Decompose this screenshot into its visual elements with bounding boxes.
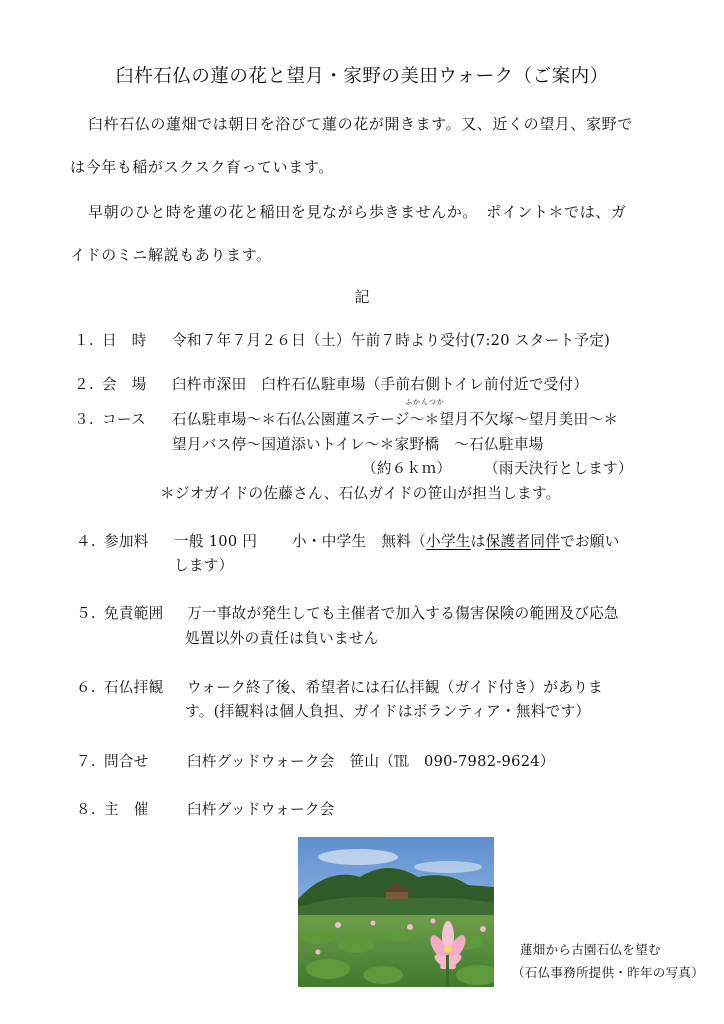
item-label: 石仏拝観	[104, 679, 164, 696]
furigana-fukantsuka: ふかんつか	[405, 398, 445, 406]
item-fee	[76, 530, 620, 551]
fee-elementary: 小学生	[426, 533, 471, 550]
worship-line-1: ウォーク終了後、希望者には石仏拝観（ガイド付き）がありま	[187, 679, 604, 696]
item-organizer	[76, 798, 335, 819]
fee-line-2: します）	[174, 557, 234, 574]
fee-end: でお願い	[560, 533, 620, 550]
item-number: ５.	[76, 605, 96, 622]
fee-general: 一般 100 円	[174, 533, 258, 550]
ki-heading: 記	[354, 288, 370, 306]
item-contact	[76, 750, 555, 771]
photo-caption-2: （石仏事務所提供・昨年の写真）	[512, 965, 705, 980]
lotus-field-photo	[298, 837, 494, 987]
course-line-2: 望月バス停～国道添いトイレ～＊家野橋 ～石仏駐車場	[172, 436, 544, 453]
item-label: 日 時	[102, 332, 147, 349]
item-number: ３.	[74, 411, 94, 428]
course-line-1: 石仏駐車場～＊石仏公園蓮ステージ～＊望月不欠塚～望月美田～＊	[172, 411, 619, 428]
item-value: 臼杵グッドウォーク会 笹山（℡ 090-7982-9624）	[187, 753, 555, 770]
disclaimer-line-1: 万一事故が発生しても主催者で加入する傷害保険の範囲及び応急	[187, 605, 619, 622]
intro-line-4: イドのミニ解説もあります。	[70, 246, 272, 264]
fee-mid: は	[470, 533, 486, 550]
item-number: ７.	[76, 753, 96, 770]
item-worship	[76, 676, 603, 697]
fee-guardian: 保護者同伴	[485, 533, 561, 550]
item-label: 免責範囲	[104, 605, 164, 622]
course-weather: （雨天決行とします）	[484, 460, 633, 477]
item-label: コース	[102, 411, 146, 428]
item-date	[74, 329, 610, 350]
item-label: 参加料	[104, 533, 149, 550]
item-label: 問合せ	[104, 753, 149, 770]
item-number: ２.	[74, 376, 94, 393]
item-number: ８.	[76, 801, 96, 818]
intro-line-2: は今年も稲がスクスク育っています。	[70, 158, 334, 176]
course-guide: ＊ジオガイドの佐藤さん、石仏ガイドの笹山が担当します。	[160, 485, 561, 502]
page-title: 臼杵石仏の蓮の花と望月・家野の美田ウォーク（ご案内）	[115, 66, 609, 87]
item-number: １.	[74, 332, 94, 349]
intro-line-1: 臼杵石仏の蓮畑では朝日を浴びて蓮の花が開きます。又、近くの望月、家野で	[88, 115, 633, 133]
item-venue	[74, 373, 588, 394]
item-value: 令和７年７月２６日（土）午前７時より受付(7:20 スタート予定)	[172, 332, 611, 349]
item-label: 主 催	[104, 801, 149, 818]
item-value: 臼杵グッドウォーク会	[187, 801, 335, 818]
item-course	[74, 408, 618, 429]
intro-line-3: 早朝のひと時を蓮の花と稲田を見ながら歩きませんか。 ポイント＊では、ガ	[88, 203, 627, 221]
worship-line-2: す。(拝観料は個人負担、ガイドはボランティア・無料です）	[185, 703, 591, 720]
item-number: ６.	[76, 679, 96, 696]
item-disclaimer	[76, 602, 619, 623]
course-distance: （約６ｋｍ）	[362, 460, 452, 477]
fee-kids: 小・中学生 無料（	[292, 533, 427, 550]
disclaimer-line-2: 処置以外の責任は負いません	[185, 630, 379, 647]
item-value: 臼杵市深田 臼杵石仏駐車場（手前右側トイレ前付近で受付）	[172, 376, 589, 393]
photo-caption-1: 蓮畑から古園石仏を望む	[520, 942, 661, 957]
item-label: 会 場	[102, 376, 147, 393]
item-number: ４.	[76, 533, 96, 550]
